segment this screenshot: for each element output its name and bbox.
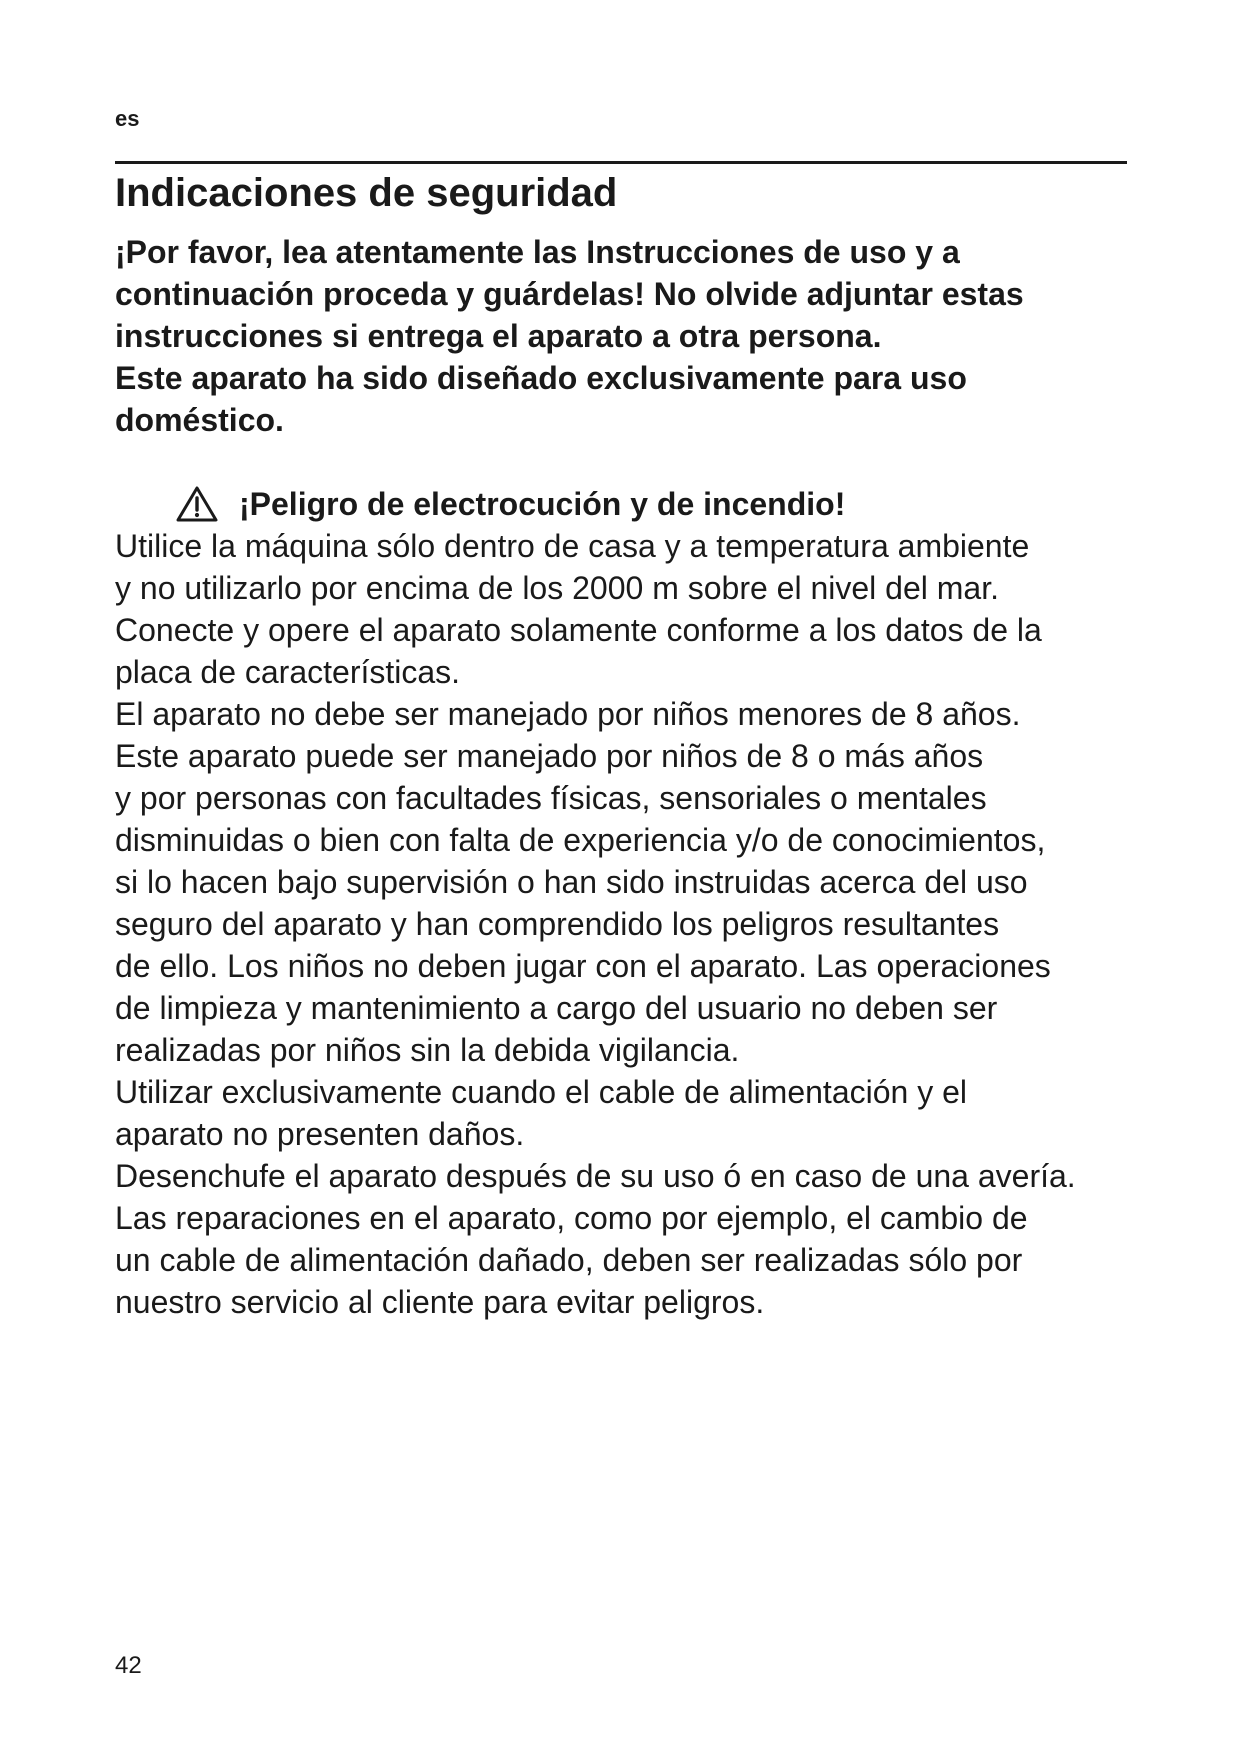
instruction-line: de limpieza y mantenimiento a cargo del usuario no deben ser [115, 990, 998, 1026]
instruction-line: Conecte y opere el aparato solamente conforme a los datos de la [115, 612, 1042, 648]
header-divider [115, 161, 1127, 164]
page-title: Indicaciones de seguridad [115, 171, 618, 215]
instruction-line: realizadas por niños sin la debida vigilancia. [115, 1032, 740, 1068]
intro-paragraph [115, 231, 1135, 441]
instruction-line: El aparato no debe ser manejado por niños menores de 8 años. [115, 696, 1021, 732]
intro-line: Este aparato ha sido diseñado exclusivamente para uso [115, 360, 967, 396]
warning-heading [175, 483, 845, 525]
warning-heading-text: ¡Peligro de electrocución y de incendio! [239, 486, 846, 522]
instruction-line: Utilizar exclusivamente cuando el cable de alimentación y el [115, 1074, 967, 1110]
instruction-line: nuestro servicio al cliente para evitar peligros. [115, 1284, 765, 1320]
language-code: es [115, 106, 140, 131]
warning-triangle-icon [175, 485, 219, 523]
instruction-line: Este aparato puede ser manejado por niños de 8 o más años [115, 738, 984, 774]
instruction-line: Las reparaciones en el aparato, como por ejemplo, el cambio de [115, 1200, 1028, 1236]
intro-line: instrucciones si entrega el aparato a otra persona. [115, 318, 882, 354]
page-number: 42 [115, 1652, 142, 1679]
safety-instructions [115, 525, 1135, 1323]
instruction-line: si lo hacen bajo supervisión o han sido instruidas acerca del uso [115, 864, 1028, 900]
instruction-line: aparato no presenten daños. [115, 1116, 525, 1152]
instruction-line: un cable de alimentación dañado, deben ser realizadas sólo por [115, 1242, 1023, 1278]
instruction-line: Desenchufe el aparato después de su uso ó en caso de una avería. [115, 1158, 1076, 1194]
instruction-line: Utilice la máquina sólo dentro de casa y a temperatura ambiente [115, 528, 1030, 564]
instruction-line: y por personas con facultades físicas, sensoriales o mentales [115, 780, 987, 816]
intro-line: continuación proceda y guárdelas! No olvide adjuntar estas [115, 276, 1024, 312]
intro-line: ¡Por favor, lea atentamente las Instrucciones de uso y a [115, 234, 960, 270]
instruction-line: de ello. Los niños no deben jugar con el aparato. Las operaciones [115, 948, 1051, 984]
instruction-line: y no utilizarlo por encima de los 2000 m sobre el nivel del mar. [115, 570, 999, 606]
intro-line: doméstico. [115, 402, 284, 438]
instruction-line: seguro del aparato y han comprendido los peligros resultantes [115, 906, 1000, 942]
instruction-line: disminuidas o bien con falta de experiencia y/o de conocimientos, [115, 822, 1046, 858]
instruction-line: placa de características. [115, 654, 461, 690]
